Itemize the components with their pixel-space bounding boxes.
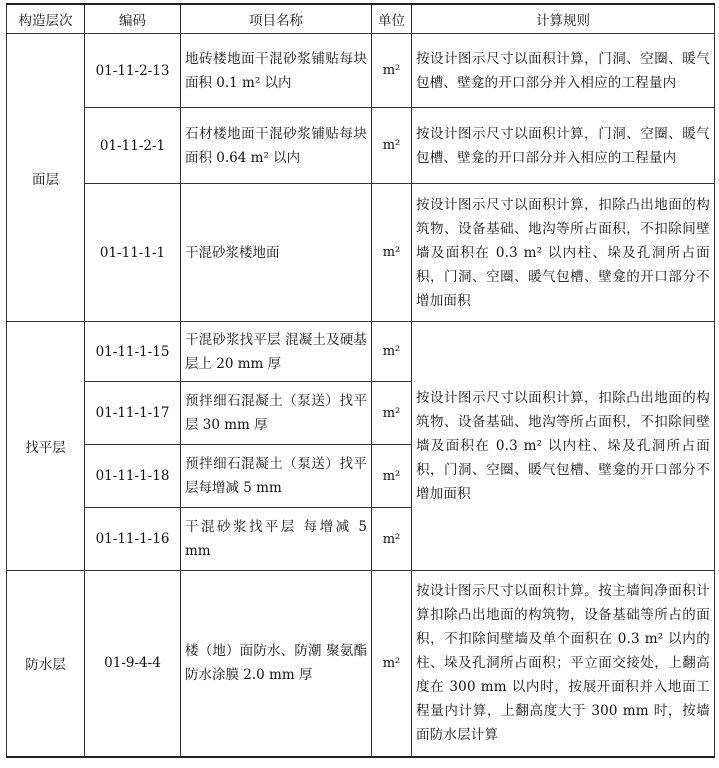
item-name-cell: 干混砂浆楼地面	[181, 184, 372, 322]
item-name-cell: 预拌细石混凝土（泵送）找平层每增减 5 mm	[181, 445, 372, 508]
unit-cell: m²	[372, 34, 412, 108]
table-row	[7, 108, 715, 184]
unit-cell: m²	[372, 184, 412, 322]
header-row	[7, 4, 715, 34]
table-row	[7, 184, 715, 322]
item-name-cell: 预拌细石混凝土（泵送）找平层 30 mm 厚	[181, 382, 372, 445]
header-code: 编码	[85, 4, 181, 34]
rule-cell: 按设计图示尺寸以面积计算，门洞、空圈、暖气包槽、壁龛的开口部分并入相应的工程量内	[412, 108, 715, 184]
rule-cell: 按设计图示尺寸以面积计算，扣除凸出地面的构筑物、设备基础、地沟等所占面积，不扣除间壁墙及面积在 0.3 m² 以内柱、垛及孔洞所占面积，门洞、空圈、暖气包槽、壁龛的开口部分不增加面积	[412, 322, 715, 571]
item-name-cell: 石材楼地面干混砂浆铺贴每块面积 0.64 m² 以内	[181, 108, 372, 184]
code-cell: 01-11-2-1	[85, 108, 181, 184]
layer-cell: 面层	[7, 34, 85, 322]
table-row	[7, 571, 715, 757]
unit-cell: m²	[372, 382, 412, 445]
item-name-cell: 干混砂浆找平层 每增减 5 mm	[181, 508, 372, 571]
table-row	[7, 34, 715, 108]
header-unit: 单位	[372, 4, 412, 34]
item-name-cell: 地砖楼地面干混砂浆铺贴每块面积 0.1 m² 以内	[181, 34, 372, 108]
rule-cell: 按设计图示尺寸以面积计算，门洞、空圈、暖气包槽、壁龛的开口部分并入相应的工程量内	[412, 34, 715, 108]
unit-cell: m²	[372, 322, 412, 382]
layer-cell: 找平层	[7, 322, 85, 571]
code-cell: 01-11-2-13	[85, 34, 181, 108]
layer-cell: 防水层	[7, 571, 85, 757]
item-name-cell: 楼（地）面防水、防潮 聚氨酯防水涂膜 2.0 mm 厚	[181, 571, 372, 757]
header-layer: 构造层次	[7, 4, 85, 34]
header-rule: 计算规则	[412, 4, 715, 34]
unit-cell: m²	[372, 445, 412, 508]
code-cell: 01-11-1-15	[85, 322, 181, 382]
calculation-rules-table	[6, 3, 715, 758]
rule-cell: 按设计图示尺寸以面积计算。按主墙间净面积计算扣除凸出地面的构筑物，设备基础等所占的面积，不扣除间壁墙及单个面积在 0.3 m² 以内的柱、垛及孔洞所占面积；平立面交接处，上翻高度在 300 mm 以内时，按展开面积并入地面工程量内计算，上翻高度大于 300 mm 时，按墙面防水层计算	[412, 571, 715, 757]
code-cell: 01-11-1-16	[85, 508, 181, 571]
unit-cell: m²	[372, 571, 412, 757]
rule-cell: 按设计图示尺寸以面积计算，扣除凸出地面的构筑物、设备基础、地沟等所占面积，不扣除间壁墙及面积在 0.3 m² 以内柱、垛及孔洞所占面积，门洞、空圈、暖气包槽、壁龛的开口部分不增加面积	[412, 184, 715, 322]
header-item-name: 项目名称	[181, 4, 372, 34]
code-cell: 01-9-4-4	[85, 571, 181, 757]
code-cell: 01-11-1-1	[85, 184, 181, 322]
code-cell: 01-11-1-17	[85, 382, 181, 445]
table-row	[7, 322, 715, 382]
unit-cell: m²	[372, 108, 412, 184]
code-cell: 01-11-1-18	[85, 445, 181, 508]
item-name-cell: 干混砂浆找平层 混凝土及硬基层上 20 mm 厚	[181, 322, 372, 382]
unit-cell: m²	[372, 508, 412, 571]
